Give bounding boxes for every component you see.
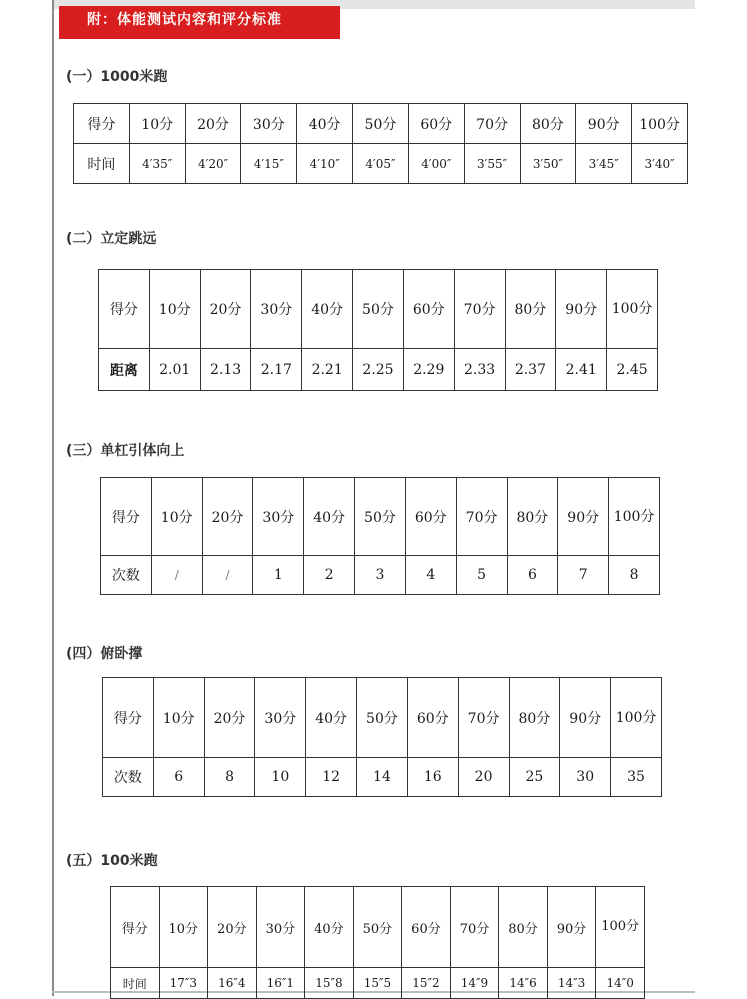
value-row [99,349,658,391]
score-cell: 30分 [256,887,305,968]
score-cell: 10分 [153,678,204,758]
value-cell: 20 [458,758,509,797]
value-cell: 2.17 [251,349,302,391]
value-cell: 15″8 [305,968,354,999]
value-cell: 2 [304,556,355,595]
value-cell: 14″9 [450,968,499,999]
score-cell: 70分 [454,270,505,349]
score-cell: 60分 [405,478,456,556]
value-row [103,758,662,797]
score-cell: 70分 [456,478,507,556]
score-cell: 70分 [450,887,499,968]
score-cell: 40分 [304,478,355,556]
value-label-cell: 距离 [99,349,150,391]
score-table-push-up [102,677,662,797]
score-cell: 30分 [255,678,306,758]
section-title-100m-run: (五）100米跑 [66,853,158,869]
value-cell: 6 [153,758,204,797]
value-cell: 4′35″ [129,144,185,184]
score-cell: 80分 [520,104,576,144]
score-cell: 70分 [464,104,520,144]
value-row [111,968,645,999]
score-cell: 20分 [185,104,241,144]
value-cell: 2.37 [505,349,556,391]
score-cell: 20分 [208,887,257,968]
section-title-standing-long-jump: (二）立定跳远 [66,231,157,247]
score-cell: 100分 [611,678,662,758]
value-cell: 2.25 [353,349,404,391]
value-cell: 2.01 [149,349,200,391]
value-cell: 14 [357,758,408,797]
value-cell: 2.41 [556,349,607,391]
left-divider [52,0,54,996]
value-row [101,556,660,595]
value-row [74,144,688,184]
page-banner-title: 附：体能测试内容和评分标准 [59,6,340,39]
header-label-cell: 得分 [99,270,150,349]
value-label-cell: 时间 [74,144,130,184]
value-cell: 15″2 [402,968,451,999]
score-cell: 80分 [507,478,558,556]
value-cell: 35 [611,758,662,797]
value-cell: 3′40″ [632,144,688,184]
score-cell: 80分 [499,887,548,968]
score-cell: 30分 [253,478,304,556]
value-cell: 3′45″ [576,144,632,184]
value-cell: 30 [560,758,611,797]
score-row [74,104,688,144]
score-cell: 90分 [560,678,611,758]
value-cell: 4′00″ [408,144,464,184]
score-cell: 50分 [353,270,404,349]
section-title-push-up: (四）俯卧撑 [66,646,143,662]
score-cell: 40分 [302,270,353,349]
header-label-cell: 得分 [74,104,130,144]
score-cell: 20分 [202,478,253,556]
score-row [111,887,645,968]
value-cell: 7 [558,556,609,595]
score-cell: 30分 [251,270,302,349]
value-cell: 25 [509,758,560,797]
value-cell: 4′15″ [241,144,297,184]
value-label-cell: 次数 [101,556,152,595]
score-cell: 100分 [596,887,645,968]
score-cell: 90分 [558,478,609,556]
score-table-standing-long-jump [98,269,658,391]
value-cell: 16″4 [208,968,257,999]
value-label-cell: 次数 [103,758,154,797]
score-row [103,678,662,758]
value-cell: / [202,556,253,595]
score-cell: 100分 [607,270,658,349]
value-cell: 6 [507,556,558,595]
score-cell: 10分 [151,478,202,556]
value-cell: 12 [306,758,357,797]
value-label-cell: 时间 [111,968,160,999]
score-table-pull-up [100,477,660,595]
score-table-1000m-run [73,103,688,184]
value-cell: 14″0 [596,968,645,999]
score-cell: 10分 [159,887,208,968]
score-cell: 50分 [353,887,402,968]
score-cell: 90分 [576,104,632,144]
score-cell: 100分 [609,478,660,556]
score-cell: 10分 [149,270,200,349]
value-cell: 1 [253,556,304,595]
value-cell: 8 [204,758,255,797]
value-cell: 8 [609,556,660,595]
value-cell: 2.33 [454,349,505,391]
value-cell: 17″3 [159,968,208,999]
score-cell: 50分 [357,678,408,758]
score-row [101,478,660,556]
section-title-pull-up: (三）单杠引体向上 [66,443,185,459]
score-cell: 80分 [505,270,556,349]
value-cell: 4′10″ [297,144,353,184]
value-cell: 5 [456,556,507,595]
header-label-cell: 得分 [103,678,154,758]
value-cell: 3′55″ [464,144,520,184]
score-cell: 60分 [408,104,464,144]
value-cell: 3 [355,556,406,595]
score-cell: 40分 [306,678,357,758]
value-cell: 16″1 [256,968,305,999]
score-cell: 50分 [353,104,409,144]
value-cell: 16 [407,758,458,797]
score-cell: 90分 [547,887,596,968]
value-cell: 10 [255,758,306,797]
score-cell: 30分 [241,104,297,144]
score-cell: 100分 [632,104,688,144]
score-cell: 20分 [200,270,251,349]
score-cell: 20分 [204,678,255,758]
header-label-cell: 得分 [111,887,160,968]
score-cell: 90分 [556,270,607,349]
value-cell: 14″6 [499,968,548,999]
value-cell: 2.45 [607,349,658,391]
section-title-1000m-run: (一）1000米跑 [66,69,168,85]
value-cell: / [151,556,202,595]
value-cell: 4 [405,556,456,595]
score-cell: 60分 [403,270,454,349]
value-cell: 4′20″ [185,144,241,184]
value-cell: 15″5 [353,968,402,999]
value-cell: 2.29 [403,349,454,391]
score-table-100m-run [110,886,645,999]
score-cell: 50分 [355,478,406,556]
score-cell: 60分 [407,678,458,758]
score-cell: 60分 [402,887,451,968]
value-cell: 14″3 [547,968,596,999]
score-row [99,270,658,349]
score-cell: 10分 [129,104,185,144]
value-cell: 2.13 [200,349,251,391]
value-cell: 4′05″ [353,144,409,184]
value-cell: 3′50″ [520,144,576,184]
score-cell: 40分 [297,104,353,144]
value-cell: 2.21 [302,349,353,391]
score-cell: 80分 [509,678,560,758]
score-cell: 40分 [305,887,354,968]
score-cell: 70分 [458,678,509,758]
header-label-cell: 得分 [101,478,152,556]
